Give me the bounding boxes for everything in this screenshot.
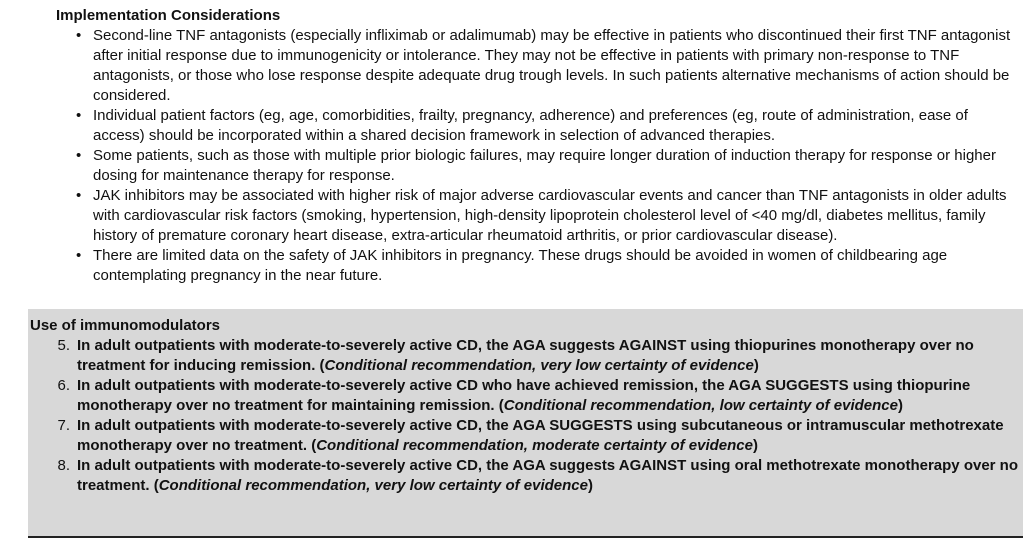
immunomodulators-title: Use of immunomodulators xyxy=(30,317,221,334)
recommendation-list xyxy=(50,336,1018,496)
bullet-item: • Second-line TNF antagonists (especially infliximab or adalimumab) may be effective in patients who discontinued their first TNF antagonist after initial response due to immunogenicity or intolerance. They may not be effective in patients with primary non-response to TNF antagonists, or those who lose response despite adequate drug trough levels. In such patients alternative mechanisms of action should be considered. xyxy=(74,26,1020,106)
evidence-text: Conditional recommendation, low certainty of evidence xyxy=(503,397,898,414)
bullet-item: • Individual patient factors (eg, age, comorbidities, frailty, pregnancy, adherence) and preferences (eg, route of administration, ease of access) should be incorporated within a shared decision framework in selection of advanced therapies. xyxy=(74,106,1020,146)
recommendation-item: 7. In adult outpatients with moderate-to-severely active CD, the AGA SUGGESTS using subcutaneous or intramuscular methotrexate monotherapy over no treatment. (Conditional recommendation, moderate certainty of evidence) xyxy=(50,416,1018,456)
recommendation-text: In adult outpatients with moderate-to-severely active CD, the AGA suggests AGAINST using oral methotrexate monotherapy over no treatment. xyxy=(77,457,1018,494)
bullet-item: • Some patients, such as those with multiple prior biologic failures, may require longer duration of induction therapy for response or higher dosing for maintenance therapy for response. xyxy=(74,146,1020,186)
bullet-item: • JAK inhibitors may be associated with higher risk of major adverse cardiovascular events and cancer than TNF antagonists in older adults with cardiovascular risk factors (smoking, hypertension, high-density lipoprotein cholesterol level of <40 mg/dl, diabetes mellitus, family history of premature coronary heart disease, extra-articular rheumatoid arthritis, or prior cardiovascular disease). xyxy=(74,186,1020,246)
recommendation-number: 6. xyxy=(57,377,70,394)
recommendation-number: 5. xyxy=(57,337,70,354)
recommendation-item: 5. In adult outpatients with moderate-to-severely active CD, the AGA suggests AGAINST using thiopurines monotherapy over no treatment for inducing remission. (Conditional recommendation, very low certainty of evidence) xyxy=(50,336,1018,376)
evidence-text: Conditional recommendation, very low certainty of evidence xyxy=(324,357,754,374)
implementation-bullet-list xyxy=(74,26,1020,286)
evidence-text: Conditional recommendation, moderate certainty of evidence xyxy=(316,437,753,454)
recommendation-text: In adult outpatients with moderate-to-severely active CD who have achieved remission, the AGA SUGGESTS using thiopurine monotherapy over no treatment for maintaining remission. xyxy=(77,377,971,414)
recommendation-text: In adult outpatients with moderate-to-severely active CD, the AGA SUGGESTS using subcutaneous or intramuscular methotrexate monotherapy over no treatment. xyxy=(77,417,1004,454)
evidence-text: Conditional recommendation, very low certainty of evidence xyxy=(158,477,588,494)
recommendation-text: In adult outpatients with moderate-to-severely active CD, the AGA suggests AGAINST using thiopurines monotherapy over no treatment for inducing remission. xyxy=(77,337,974,374)
bottom-rule xyxy=(28,536,1023,538)
recommendation-item: 8. In adult outpatients with moderate-to-severely active CD, the AGA suggests AGAINST using oral methotrexate monotherapy over no treatment. (Conditional recommendation, very low certainty of evidence) xyxy=(50,456,1018,496)
recommendation-number: 7. xyxy=(57,417,70,434)
bullet-item: • There are limited data on the safety of JAK inhibitors in pregnancy. These drugs should be avoided in women of childbearing age contemplating pregnancy in the near future. xyxy=(74,246,1020,286)
implementation-title: Implementation Considerations xyxy=(56,7,281,24)
recommendation-item: 6. In adult outpatients with moderate-to-severely active CD who have achieved remission, the AGA SUGGESTS using thiopurine monotherapy over no treatment for maintaining remission. (Conditional recommendation, low certainty of evidence) xyxy=(50,376,1018,416)
recommendation-number: 8. xyxy=(57,457,70,474)
